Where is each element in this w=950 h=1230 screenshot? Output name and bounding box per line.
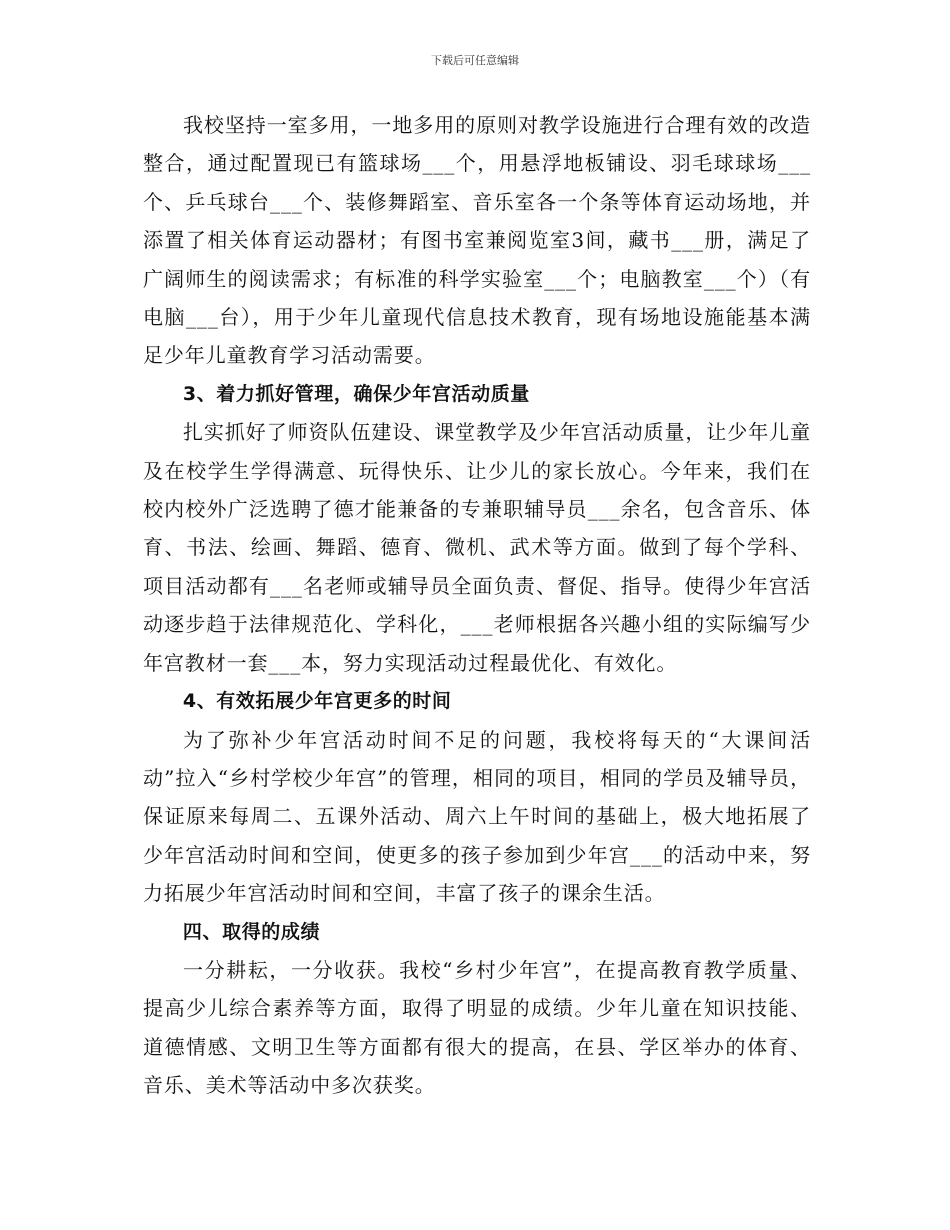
paragraph-facilities: 我校坚持一室多用，一地多用的原则对教学设施进行合理有效的改造整合，通过配置现已有篮球场___个，用悬浮地板铺设、羽毛球球场___个、乒乓球台___个、装修舞蹈室、音乐室各一个条等体育运动场地，并添置了相关体育运动器材；有图书室兼阅览室3间，藏书___册，满足了广阔师生的阅读需求；有标准的科学实验室___个；电脑教室___个）（有电脑___台），用于少年儿童现代信息技术教育，现有场地设施能基本满足少年儿童教育学习活动需要。 xyxy=(143,113,811,368)
paragraph-achievements: 一分耕耘，一分收获。我校“乡村少年宫”，在提高教育教学质量、提高少儿综合素养等方面，取得了明显的成绩。少年儿童在知识技能、道德情感、文明卫生等方面都有很大的提高，在县、学区举办的体育、音乐、美术等活动中多次获奖。 xyxy=(143,957,811,1098)
section-heading-achievements: 四、取得的成绩 xyxy=(182,920,321,943)
page-header-note: 下载后可任意编辑 xyxy=(431,54,519,67)
paragraph-management: 扎实抓好了师资队伍建设、课堂教学及少年宫活动质量，让少年儿童及在校学生学得满意、玩得快乐、让少儿的家长放心。今年来，我们在校内校外广泛选聘了德才能兼备的专兼职辅导员___余名，包含音乐、体育、书法、绘画、舞蹈、德育、微机、武术等方面。做到了每个学科、项目活动都有___名老师或辅导员全面负责、督促、指导。使得少年宫活动逐步趋于法律规范化、学科化，___老师根据各兴趣小组的实际编写少年宫教材一套___本，努力实现活动过程最优化、有效化。 xyxy=(143,420,811,675)
section-heading-time: 4、有效拓展少年宫更多的时间 xyxy=(182,690,452,713)
paragraph-time: 为了弥补少年宫活动时间不足的问题，我校将每天的“大课间活动”拉入“乡村学校少年宫”的管理，相同的项目，相同的学员及辅导员，保证原来每周二、五课外活动、周六上午时间的基础上，极大地拓展了少年宫活动时间和空间，使更多的孩子参加到少年宫___的活动中来，努力拓展少年宫活动时间和空间，丰富了孩子的课余生活。 xyxy=(143,727,811,906)
section-heading-management: 3、着力抓好管理，确保少年宫活动质量 xyxy=(182,382,530,405)
document-body xyxy=(143,106,811,1105)
